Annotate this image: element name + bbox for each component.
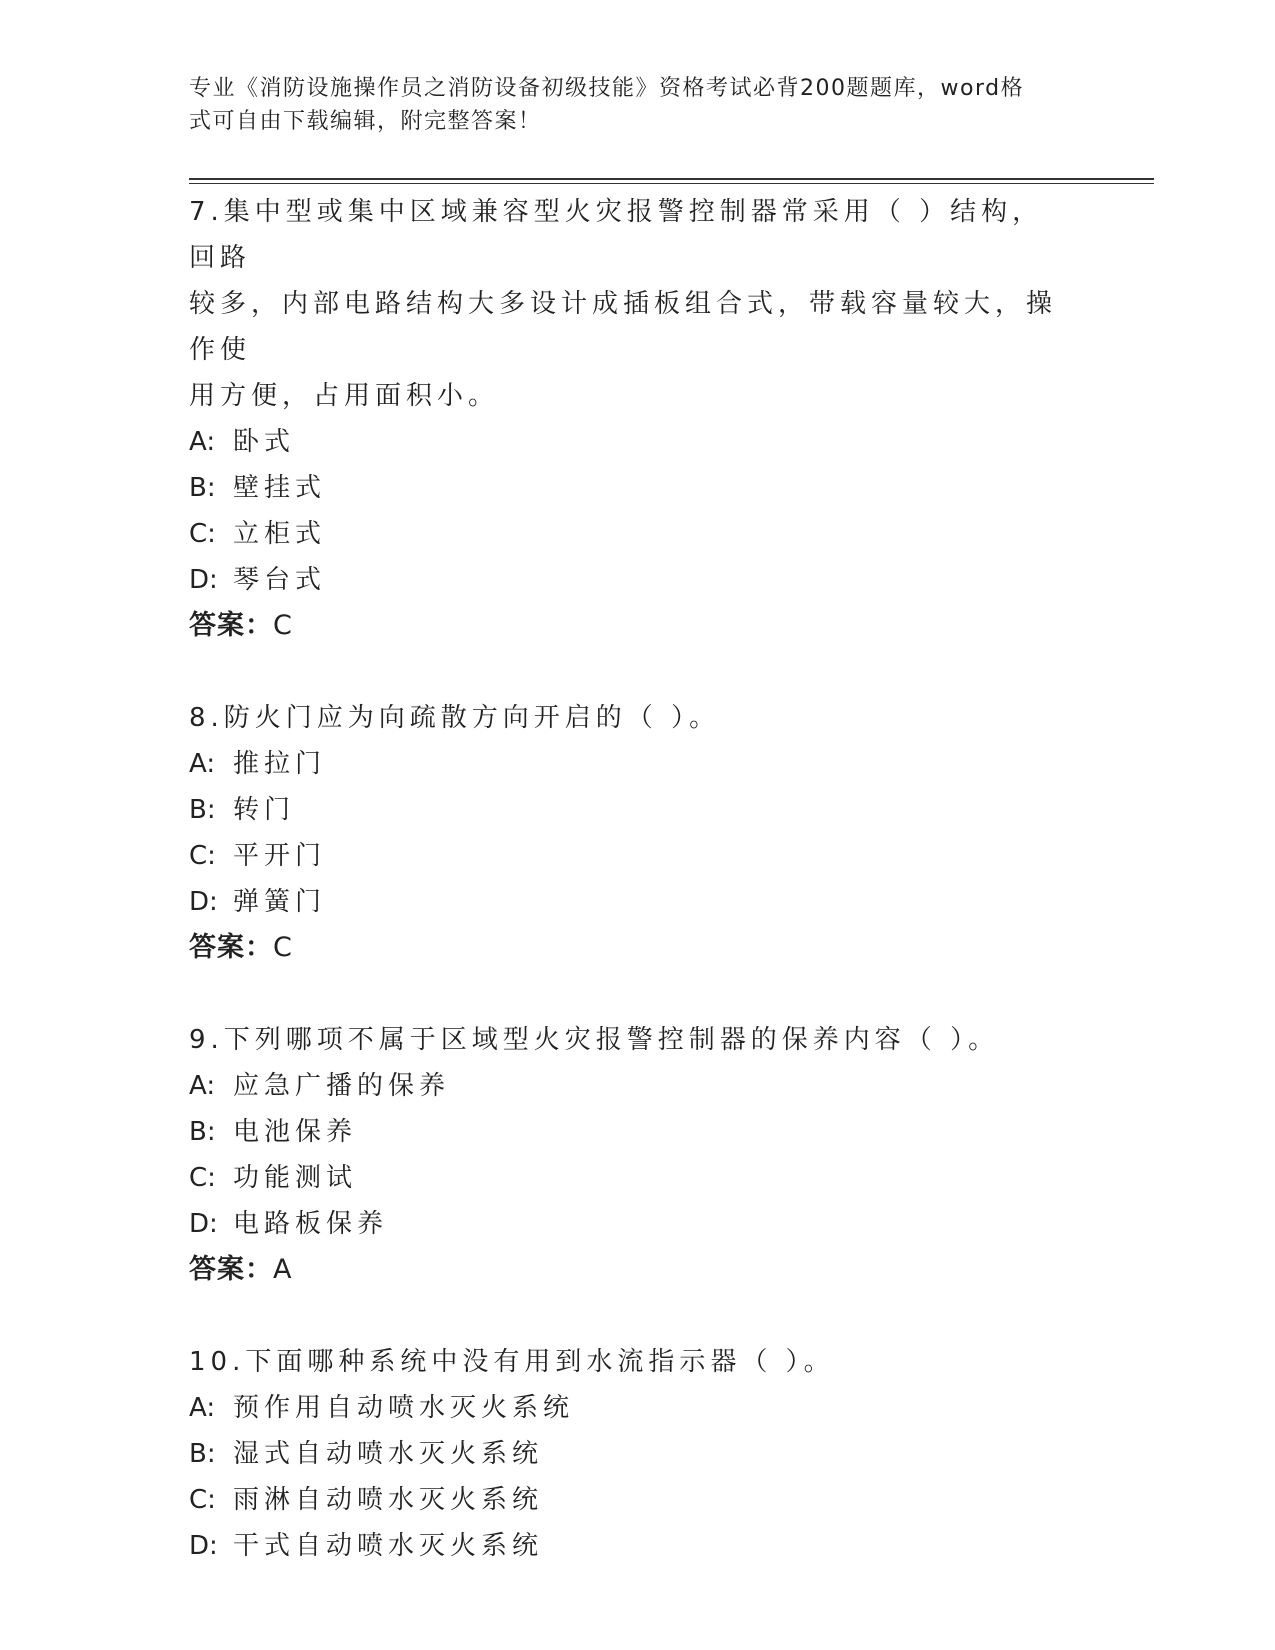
option-letter: C: xyxy=(189,1485,216,1515)
question-stem-line: 较多，内部电路结构大多设计成插板组合式，带载容量较大，操作使 xyxy=(189,289,1058,365)
option-c xyxy=(189,511,1069,557)
option-letter: A: xyxy=(189,749,216,779)
option-text: 预作用自动喷水灭火系统 xyxy=(233,1393,575,1423)
option-text: 电路板保养 xyxy=(233,1209,389,1239)
question-spacer xyxy=(189,971,1069,1017)
question-spacer xyxy=(189,649,1069,695)
option-b xyxy=(189,465,1069,511)
header-line-1: 专业《消防设施操作员之消防设备初级技能》资格考试必背200题题库，word格 xyxy=(189,76,1025,101)
answer-label: 答案： xyxy=(189,1254,273,1285)
answer xyxy=(189,925,1069,971)
option-letter: A: xyxy=(189,1393,216,1423)
option-text: 卧式 xyxy=(233,427,296,457)
option-letter: B: xyxy=(189,795,216,825)
option-letter: D: xyxy=(189,565,218,595)
option-letter: D: xyxy=(189,887,218,917)
option-c xyxy=(189,1155,1069,1201)
option-d xyxy=(189,879,1069,925)
option-text: 推拉门 xyxy=(233,749,327,779)
answer-label: 答案： xyxy=(189,932,273,963)
question-stem-line: 用方便，占用面积小。 xyxy=(189,381,500,411)
option-text: 琴台式 xyxy=(233,565,327,595)
answer-value: C xyxy=(273,932,293,963)
question-list xyxy=(189,189,1069,1569)
option-letter: A: xyxy=(189,427,216,457)
option-text: 壁挂式 xyxy=(233,473,327,503)
option-d xyxy=(189,557,1069,603)
option-d xyxy=(189,1523,1069,1569)
option-text: 功能测试 xyxy=(233,1163,358,1193)
option-b xyxy=(189,1431,1069,1477)
option-letter: B: xyxy=(189,1439,216,1469)
option-b xyxy=(189,1109,1069,1155)
option-a xyxy=(189,1063,1069,1109)
option-text: 干式自动喷水灭火系统 xyxy=(233,1531,544,1561)
answer xyxy=(189,1247,1069,1293)
question-10 xyxy=(189,1339,1069,1569)
answer-value: A xyxy=(273,1254,293,1285)
option-text: 立柜式 xyxy=(233,519,327,549)
option-letter: A: xyxy=(189,1071,216,1101)
option-text: 应急广播的保养 xyxy=(233,1071,451,1101)
option-text: 电池保养 xyxy=(233,1117,358,1147)
option-text: 转门 xyxy=(233,795,296,825)
question-stem-line: 8.防火门应为向疏散方向开启的（ ）。 xyxy=(189,703,721,733)
option-letter: C: xyxy=(189,841,216,871)
option-letter: D: xyxy=(189,1209,218,1239)
option-text: 湿式自动喷水灭火系统 xyxy=(233,1439,544,1469)
question-spacer xyxy=(189,1293,1069,1339)
question-stem-line: 9.下列哪项不属于区域型火灾报警控制器的保养内容（ ）。 xyxy=(189,1025,1000,1055)
question-stem-line: 10.下面哪种系统中没有用到水流指示器（ ）。 xyxy=(189,1347,835,1377)
header-divider-thick xyxy=(189,178,1154,180)
option-c xyxy=(189,833,1069,879)
question-stem-line: 7.集中型或集中区域兼容型火灾报警控制器常采用（ ）结构，回路 xyxy=(189,197,1044,273)
option-a xyxy=(189,419,1069,465)
answer-label: 答案： xyxy=(189,610,273,641)
answer xyxy=(189,603,1069,649)
option-text: 平开门 xyxy=(233,841,327,871)
option-b xyxy=(189,787,1069,833)
option-letter: B: xyxy=(189,473,216,503)
answer-value: C xyxy=(273,610,293,641)
option-text: 弹簧门 xyxy=(233,887,327,917)
option-letter: C: xyxy=(189,1163,216,1193)
document-header xyxy=(189,72,1069,138)
option-letter: B: xyxy=(189,1117,216,1147)
header-line-2: 式可自由下载编辑，附完整答案！ xyxy=(189,109,542,134)
option-a xyxy=(189,741,1069,787)
option-a xyxy=(189,1385,1069,1431)
option-text: 雨淋自动喷水灭火系统 xyxy=(233,1485,544,1515)
option-letter: D: xyxy=(189,1531,218,1561)
question-9 xyxy=(189,1017,1069,1293)
option-d xyxy=(189,1201,1069,1247)
option-c xyxy=(189,1477,1069,1523)
question-7 xyxy=(189,189,1069,649)
option-letter: C: xyxy=(189,519,216,549)
header-divider-thin xyxy=(189,183,1154,184)
question-8 xyxy=(189,695,1069,971)
